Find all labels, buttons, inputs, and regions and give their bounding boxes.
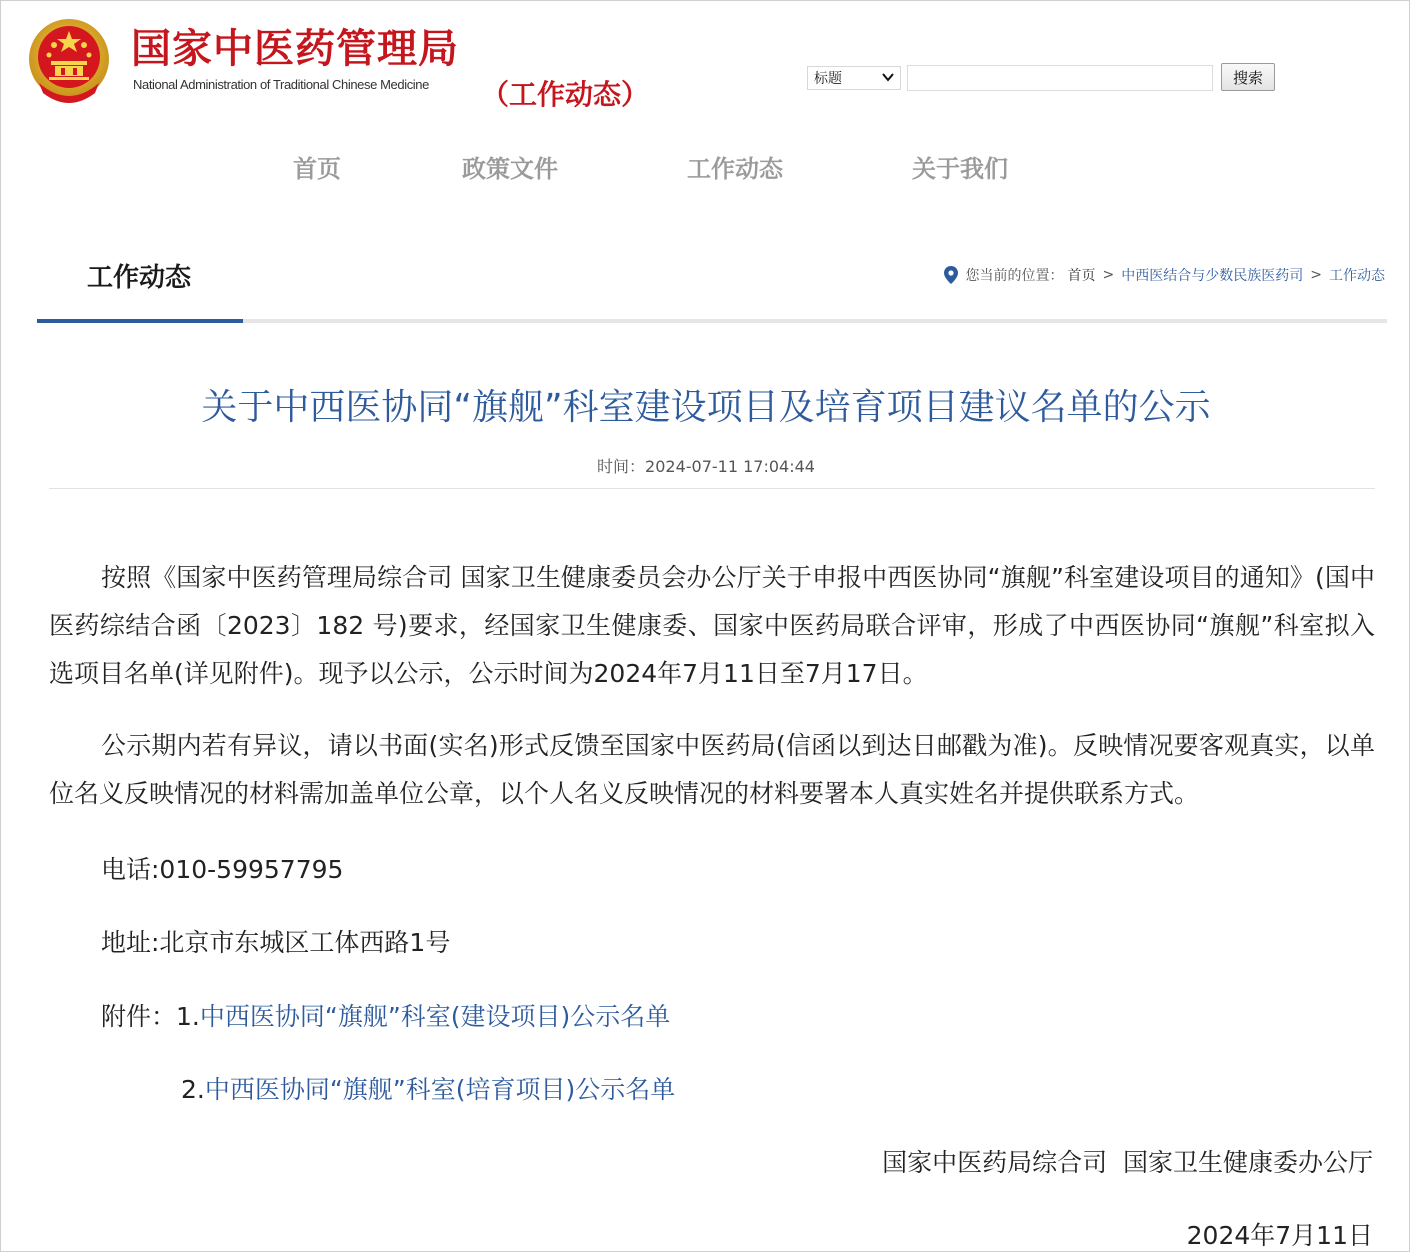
signature-date: 2024年7月11日	[1186, 1221, 1373, 1250]
column-title: 工作动态	[87, 263, 192, 293]
site-name-english: National Administration of Traditional Chinese Medicine	[133, 77, 429, 92]
attachment-item	[101, 997, 670, 1033]
column-active-indicator	[37, 319, 243, 323]
national-emblem-logo	[27, 17, 111, 107]
contact-phone: 电话:010-59957795	[101, 855, 344, 884]
signature: 国家中医药局综合司 国家卫生健康委办公厅	[882, 1148, 1373, 1177]
contact-address: 地址:北京市东城区工体西路1号	[101, 928, 451, 957]
nav-item-work-news[interactable]: 工作动态	[687, 155, 783, 183]
article-title: 关于中西医协同“旗舰”科室建设项目及培育项目建议名单的公示	[201, 387, 1211, 428]
search-field-select-value: 标题	[814, 71, 842, 87]
search-button[interactable]: 搜索	[1221, 63, 1275, 91]
breadcrumb-department[interactable]: 中西医结合与少数民族医药司	[1121, 268, 1304, 284]
breadcrumb-prefix: 您当前的位置：	[965, 268, 1064, 284]
attachments-label: 附件：	[101, 1002, 177, 1031]
section-tag: （工作动态）	[481, 78, 650, 111]
breadcrumb-separator: >	[1102, 267, 1115, 283]
breadcrumb-separator: >	[1310, 267, 1322, 283]
site-name: 国家中医药管理局	[131, 25, 459, 72]
nav-item-policy[interactable]: 政策文件	[462, 155, 558, 183]
article-paragraph: 公示期内若有异议，请以书面(实名)形式反馈至国家中医药局(信函以到达日邮戳为准)。反映情况要客观真实，以单位名义反映情况的材料需加盖单位公章，以个人名义反映情况的材料要署本人真实姓名并提供联系方式。	[49, 731, 1375, 808]
breadcrumb	[944, 265, 1385, 285]
meta-divider	[49, 488, 1375, 489]
article-timestamp: 时间：2024-07-11 17:04:44	[597, 457, 815, 476]
nav-item-about[interactable]: 关于我们	[912, 155, 1008, 183]
nav-item-home[interactable]: 首页	[293, 155, 341, 183]
attachment-link[interactable]: 中西医协同“旗舰”科室(建设项目)公示名单	[199, 1002, 671, 1031]
chevron-down-icon	[882, 70, 894, 86]
attachment-index: 2.	[181, 1075, 205, 1104]
attachment-link[interactable]: 中西医协同“旗舰”科室(培育项目)公示名单	[204, 1075, 676, 1104]
search-field-select[interactable]	[807, 66, 901, 90]
attachment-index: 1.	[176, 1002, 200, 1031]
breadcrumb-home[interactable]: 首页	[1067, 268, 1096, 284]
article-paragraph: 按照《国家中医药管理局综合司 国家卫生健康委员会办公厅关于申报中西医协同“旗舰”科室建设项目的通知》(国中医药综结合函〔2023〕182 号)要求，经国家卫生健康委、国家中医药局联合评审，形成了中西医协同“旗舰”科室拟入选项目名单(详见附件)。现予以公示，公示时间为2024年7月11日至7月17日。	[49, 563, 1375, 688]
search-input[interactable]	[907, 65, 1213, 91]
attachment-item	[181, 1070, 675, 1106]
breadcrumb-current[interactable]: 工作动态	[1329, 268, 1385, 284]
location-pin-icon	[944, 266, 958, 284]
